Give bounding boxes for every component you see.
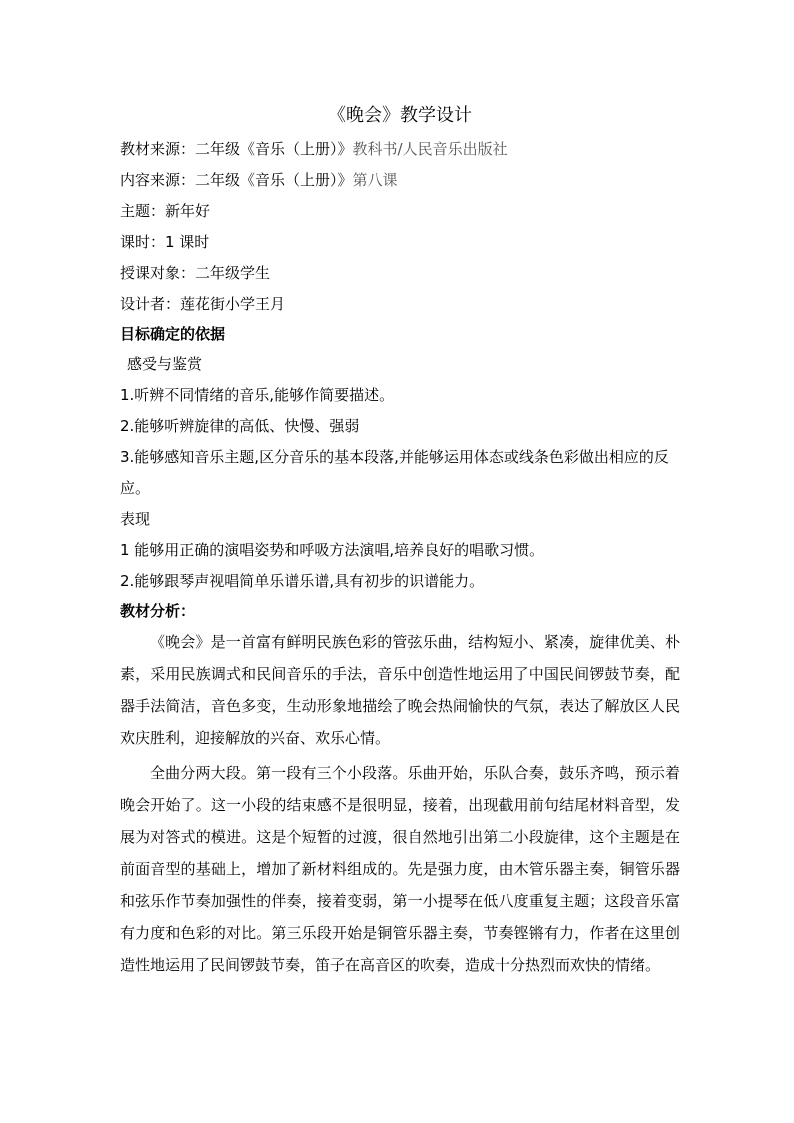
- subheading-appreciation: 感受与鉴赏: [127, 355, 203, 373]
- meta-textbook-source: [120, 134, 680, 165]
- meta-lesson-hours: 课时：1 课时: [120, 233, 210, 251]
- document-title: 《晚会》教学设计: [328, 105, 472, 126]
- list-item: 3.能够感知音乐主题,区分音乐的基本段落,并能够运用体态或线条色彩做出相应的反应。: [120, 448, 669, 497]
- list-item: 1 能够用正确的演唱姿势和呼吸方法演唱,培养良好的唱歌习惯。: [120, 541, 545, 559]
- meta-content-source: [120, 165, 680, 196]
- list-item: 2.能够跟琴声视唱简单乐谱乐谱,具有初步的识谱能力。: [120, 572, 485, 590]
- analysis-paragraph: 《晚会》是一首富有鲜明民族色彩的管弦乐曲，结构短小、紧凑，旋律优美、朴素，采用民族调式和民间音乐的手法，音乐中创造性地运用了中国民间锣鼓节奏，配器手法简洁，音色多变，生动形象地描绘了晚会热闹愉快的气氛，表达了解放区人民欢庆胜利，迎接解放的兴奋、欢乐心情。: [120, 633, 680, 747]
- document-page: [120, 102, 680, 981]
- meta-label: 教材来源：二年级《音乐（上册）》: [120, 140, 353, 158]
- list-item: 1.听辨不同情绪的音乐,能够作简要描述。: [120, 386, 395, 404]
- meta-theme: 主题：新年好: [120, 202, 211, 220]
- basis-heading: 目标确定的依据: [120, 325, 226, 343]
- subheading-performance: 表现: [120, 510, 151, 528]
- analysis-paragraph: 全曲分两大段。第一段有三个小段落。乐曲开始，乐队合奏，鼓乐齐鸣，预示着晚会开始了。这一小段的结束感不是很明显，接着，出现截用前句结尾材料音型，发展为对答式的模进。这是个短暂的过渡，很自然地引出第二小段旋律，这个主题是在前面音型的基础上，增加了新材料组成的。先是强力度，由木管乐器主奏，铜管乐器和弦乐作节奏加强性的伴奏，接着变弱，第一小提琴在低八度重复主题；这段音乐富有力度和色彩的对比。第三乐段开始是铜管乐器主奏，节奏铿锵有力，作者在这里创造性地运用了民间锣鼓节奏，笛子在高音区的吹奏，造成十分热烈而欢快的情绪。: [120, 764, 680, 974]
- list-item: 2.能够听辨旋律的高低、快慢、强弱: [120, 417, 360, 435]
- analysis-heading: 教材分析：: [120, 602, 196, 620]
- meta-designer: 设计者：莲花街小学王月: [120, 295, 286, 313]
- meta-value: 教科书/人民音乐出版社: [352, 140, 508, 158]
- meta-label: 内容来源：二年级《音乐（上册）》: [120, 171, 353, 189]
- meta-audience: 授课对象：二年级学生: [120, 264, 271, 282]
- meta-value: 第八课: [352, 171, 398, 189]
